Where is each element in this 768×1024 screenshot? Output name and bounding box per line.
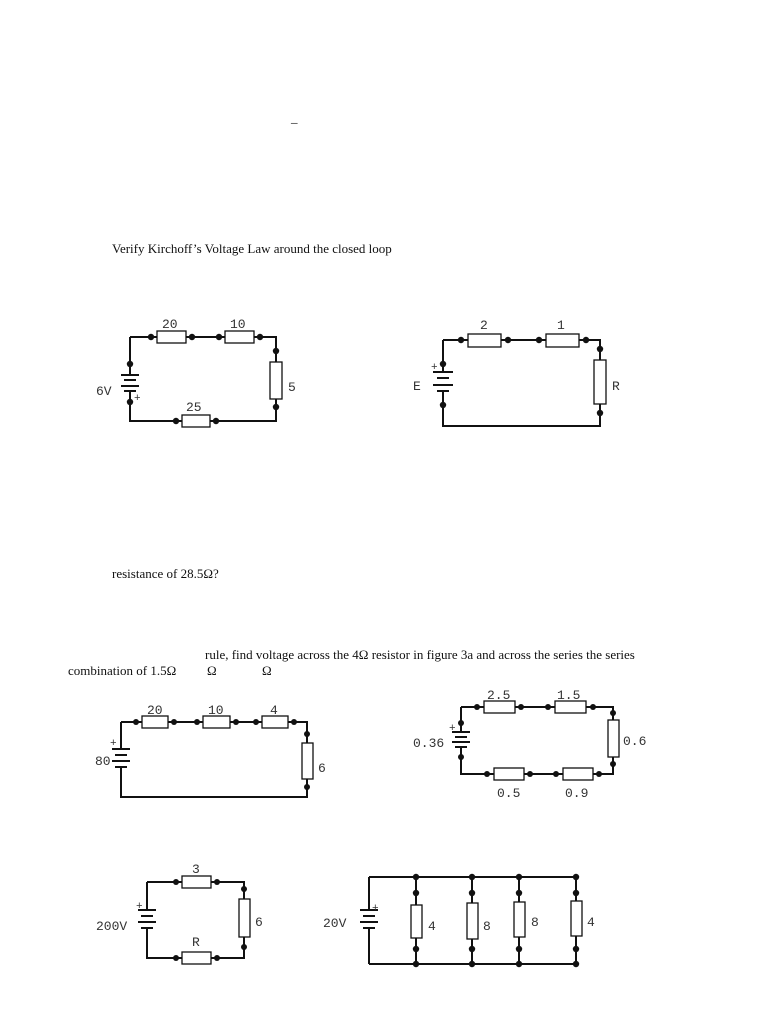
resistor-3 <box>182 876 211 888</box>
label-8b: 8 <box>531 915 539 930</box>
question-3-text-line2c: Ω <box>262 663 272 678</box>
label-5: 5 <box>288 380 296 395</box>
label-20: 20 <box>162 317 178 332</box>
source-label: 80 <box>95 754 111 769</box>
label-0.5: 0.5 <box>497 786 521 801</box>
label-1: 1 <box>557 318 565 333</box>
label-10: 10 <box>208 703 224 718</box>
circuit-5 <box>96 862 263 964</box>
resistor-6 <box>302 743 313 779</box>
label-2.5: 2.5 <box>487 688 511 703</box>
label-R: R <box>612 379 620 394</box>
header-dash: _ <box>291 110 298 125</box>
question-3-text-line2b: Ω <box>207 663 217 678</box>
label-4: 4 <box>270 703 278 718</box>
label-6: 6 <box>255 915 263 930</box>
question-2-text: resistance of 28.5Ω? <box>112 566 219 581</box>
label-R: R <box>192 935 200 950</box>
resistor-10 <box>225 331 254 343</box>
resistor-R <box>182 952 211 964</box>
question-3-text-line2a: combination of 1.5Ω <box>68 663 177 678</box>
plus-sign: + <box>110 738 117 750</box>
source-label: 6V <box>96 384 112 399</box>
plus-sign: + <box>136 901 143 913</box>
plus-sign: + <box>134 393 141 405</box>
resistor-4a <box>411 905 422 938</box>
label-1.5: 1.5 <box>557 688 581 703</box>
label-6: 6 <box>318 761 326 776</box>
resistor-8a <box>467 903 478 939</box>
resistor-8b <box>514 902 525 937</box>
resistor-0.6 <box>608 720 619 757</box>
source-label: 0.36 <box>413 736 445 751</box>
question-1-text: Verify Kirchoff’s Voltage Law around the closed loop <box>112 241 392 256</box>
resistor-2 <box>468 334 501 347</box>
resistor-R <box>594 360 606 404</box>
source-label: 20V <box>323 916 347 931</box>
source-label: 200V <box>96 919 128 934</box>
circuit-4 <box>413 688 646 801</box>
label-3: 3 <box>192 862 200 877</box>
resistor-25 <box>182 415 210 427</box>
resistor-1 <box>546 334 579 347</box>
resistor-5 <box>270 362 282 399</box>
label-0.6: 0.6 <box>623 734 647 749</box>
plus-sign: + <box>431 362 438 374</box>
resistor-6 <box>239 899 250 937</box>
label-4b: 4 <box>587 915 595 930</box>
label-2: 2 <box>480 318 488 333</box>
resistor-4b <box>571 901 582 936</box>
plus-sign: + <box>372 903 379 915</box>
label-8a: 8 <box>483 919 491 934</box>
resistor-20 <box>157 331 186 343</box>
circuit-2 <box>413 318 620 426</box>
plus-sign: + <box>449 723 456 735</box>
label-20: 20 <box>147 703 163 718</box>
source-label: E <box>413 379 421 394</box>
label-0.9: 0.9 <box>565 786 589 801</box>
resistor-0.9 <box>563 768 593 780</box>
circuit-3 <box>95 703 326 797</box>
label-25: 25 <box>186 400 202 415</box>
circuit-1 <box>96 317 296 427</box>
resistor-0.5 <box>494 768 524 780</box>
label-4a: 4 <box>428 919 436 934</box>
question-3-text-line1: rule, find voltage across the 4Ω resistor in figure 3a and across the series the series <box>205 647 635 662</box>
label-10: 10 <box>230 317 246 332</box>
circuit-6 <box>323 874 595 967</box>
